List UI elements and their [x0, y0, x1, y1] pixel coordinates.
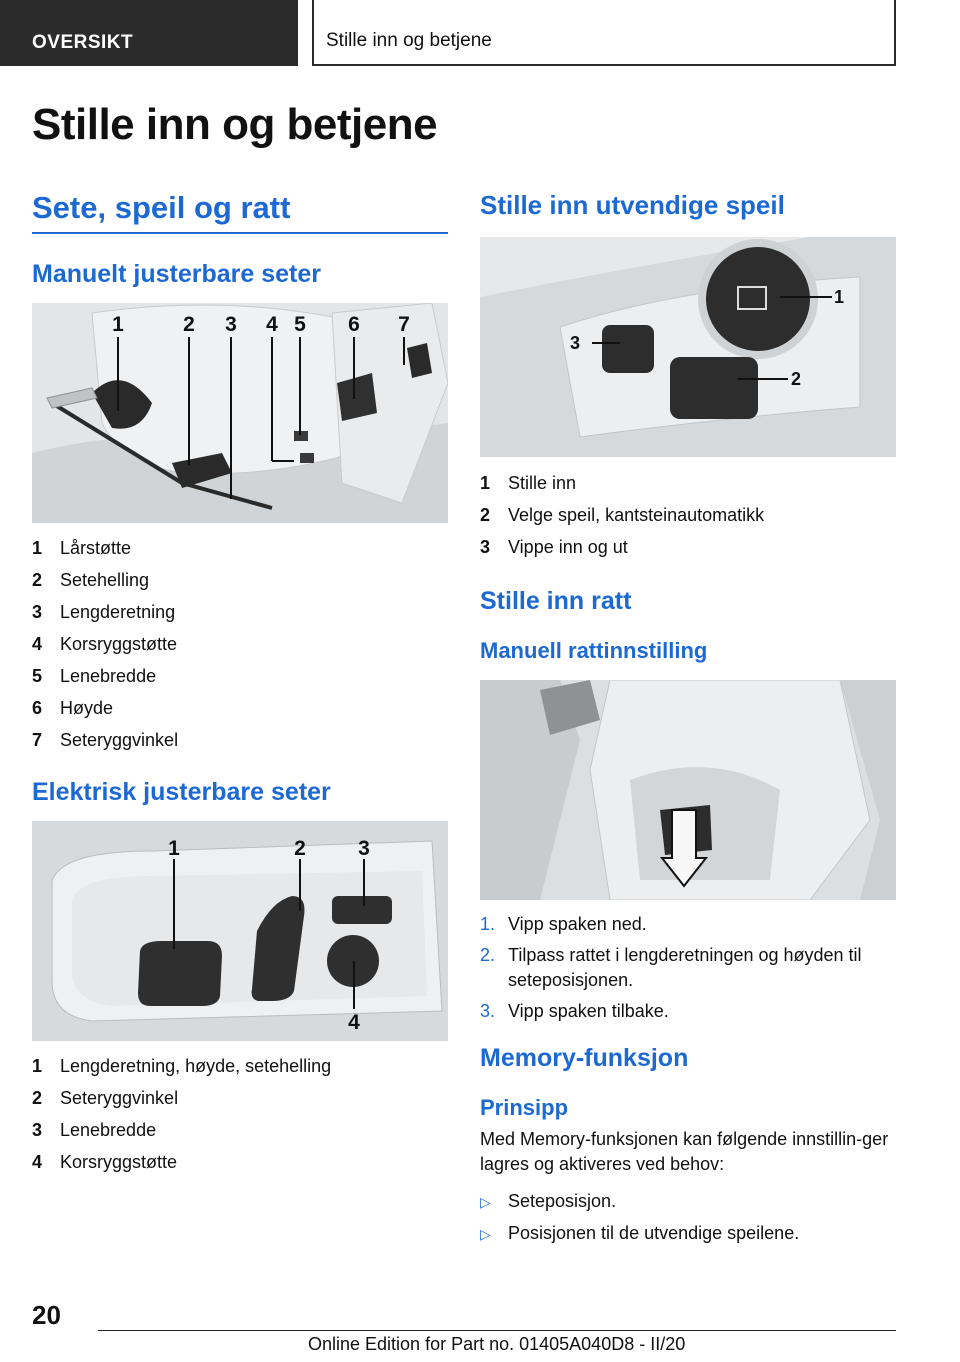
list-item: 4 Korsryggstøtte [32, 1152, 178, 1172]
electric-seat-drawing [32, 821, 448, 1041]
manual-seats-heading: Manuelt justerbare seter [32, 260, 321, 288]
mirror-control-drawing [480, 237, 896, 457]
mirror-legend [480, 467, 896, 563]
callout-electric-4: 4 [348, 1011, 360, 1034]
list-item: 1 Lengderetning, høyde, setehelling [32, 1056, 332, 1076]
steering-steps [480, 912, 896, 1024]
callout-electric-1: 1 [168, 837, 180, 860]
callout-mirror-2: 2 [790, 369, 802, 389]
callout-mirror-3: 3 [569, 333, 581, 353]
steering-subheading: Manuell rattinnstilling [480, 638, 708, 663]
page-number: 20 [32, 1300, 61, 1330]
triangle-right-icon: ▷ [480, 1226, 491, 1242]
callout-manual-1: 1 [112, 313, 124, 336]
callout-manual-5: 5 [294, 313, 306, 336]
page-title: Stille inn og betjene [32, 100, 438, 149]
mirror-control-illustration [480, 237, 896, 457]
footer-divider [98, 1330, 896, 1331]
mirrors-heading: Stille inn utvendige speil [480, 190, 785, 220]
memory-bullets [480, 1189, 896, 1247]
manual-seat-illustration [32, 303, 448, 523]
memory-intro: Med Memory-funksjonen kan følgende innstillin-ger lagres og aktiveres ved behov: [480, 1129, 889, 1174]
callout-manual-2: 2 [183, 313, 195, 336]
callout-electric-3: 3 [358, 837, 370, 860]
header-tab[interactable]: OVERSIKT [0, 0, 298, 66]
memory-subheading: Prinsipp [480, 1095, 569, 1120]
list-item: 5 Lenebredde [32, 666, 157, 686]
list-item: ▷ Seteposisjon. [480, 1189, 896, 1215]
left-column [32, 190, 448, 1178]
list-item: 1 Stille inn [480, 473, 577, 493]
callout-manual-6: 6 [348, 313, 360, 336]
manual-seat-drawing [32, 303, 448, 523]
list-item: 6 Høyde [32, 698, 114, 718]
list-item: 2 Velge speil, kantsteinautomatikk [480, 505, 765, 525]
steering-column-drawing [480, 680, 896, 900]
footer-edition: Online Edition for Part no. 01405A040D8 - II/20 [308, 1334, 686, 1354]
list-item: 1 Lårstøtte [32, 538, 132, 558]
triangle-right-icon: ▷ [480, 1194, 491, 1210]
list-item: ▷ Posisjonen til de utvendige speilene. [480, 1221, 896, 1247]
list-item: 4 Korsryggstøtte [32, 634, 178, 654]
callout-manual-4: 4 [266, 313, 278, 336]
electric-seat-illustration [32, 821, 448, 1041]
section-heading-seats: Sete, speil og ratt [32, 190, 448, 234]
callout-manual-7: 7 [398, 313, 410, 336]
list-item: 1. Vipp spaken ned. [480, 914, 647, 934]
right-column [480, 190, 896, 1253]
callout-manual-3: 3 [225, 313, 237, 336]
steering-column-illustration [480, 680, 896, 900]
list-item: 3. Vipp spaken tilbake. [480, 1001, 669, 1021]
callout-electric-2: 2 [294, 837, 306, 860]
header-section-title: Stille inn og betjene [312, 0, 896, 66]
list-item: 3 Vippe inn og ut [480, 537, 628, 557]
list-item: 2. Tilpass rattet i lengderetningen og høyden til seteposisjonen. [480, 945, 862, 990]
steering-heading: Stille inn ratt [480, 587, 632, 615]
list-item: 7 Seteryggvinkel [32, 730, 179, 750]
manual-seat-legend [32, 532, 448, 756]
list-item: 3 Lenebredde [32, 1120, 157, 1140]
list-item: 2 Seteryggvinkel [32, 1088, 179, 1108]
electric-seat-legend [32, 1050, 448, 1178]
list-item: 2 Setehelling [32, 570, 150, 590]
memory-heading: Memory-funksjon [480, 1044, 689, 1072]
list-item: 3 Lengderetning [32, 602, 176, 622]
electric-seats-heading: Elektrisk justerbare seter [32, 778, 331, 806]
callout-mirror-1: 1 [833, 287, 845, 307]
